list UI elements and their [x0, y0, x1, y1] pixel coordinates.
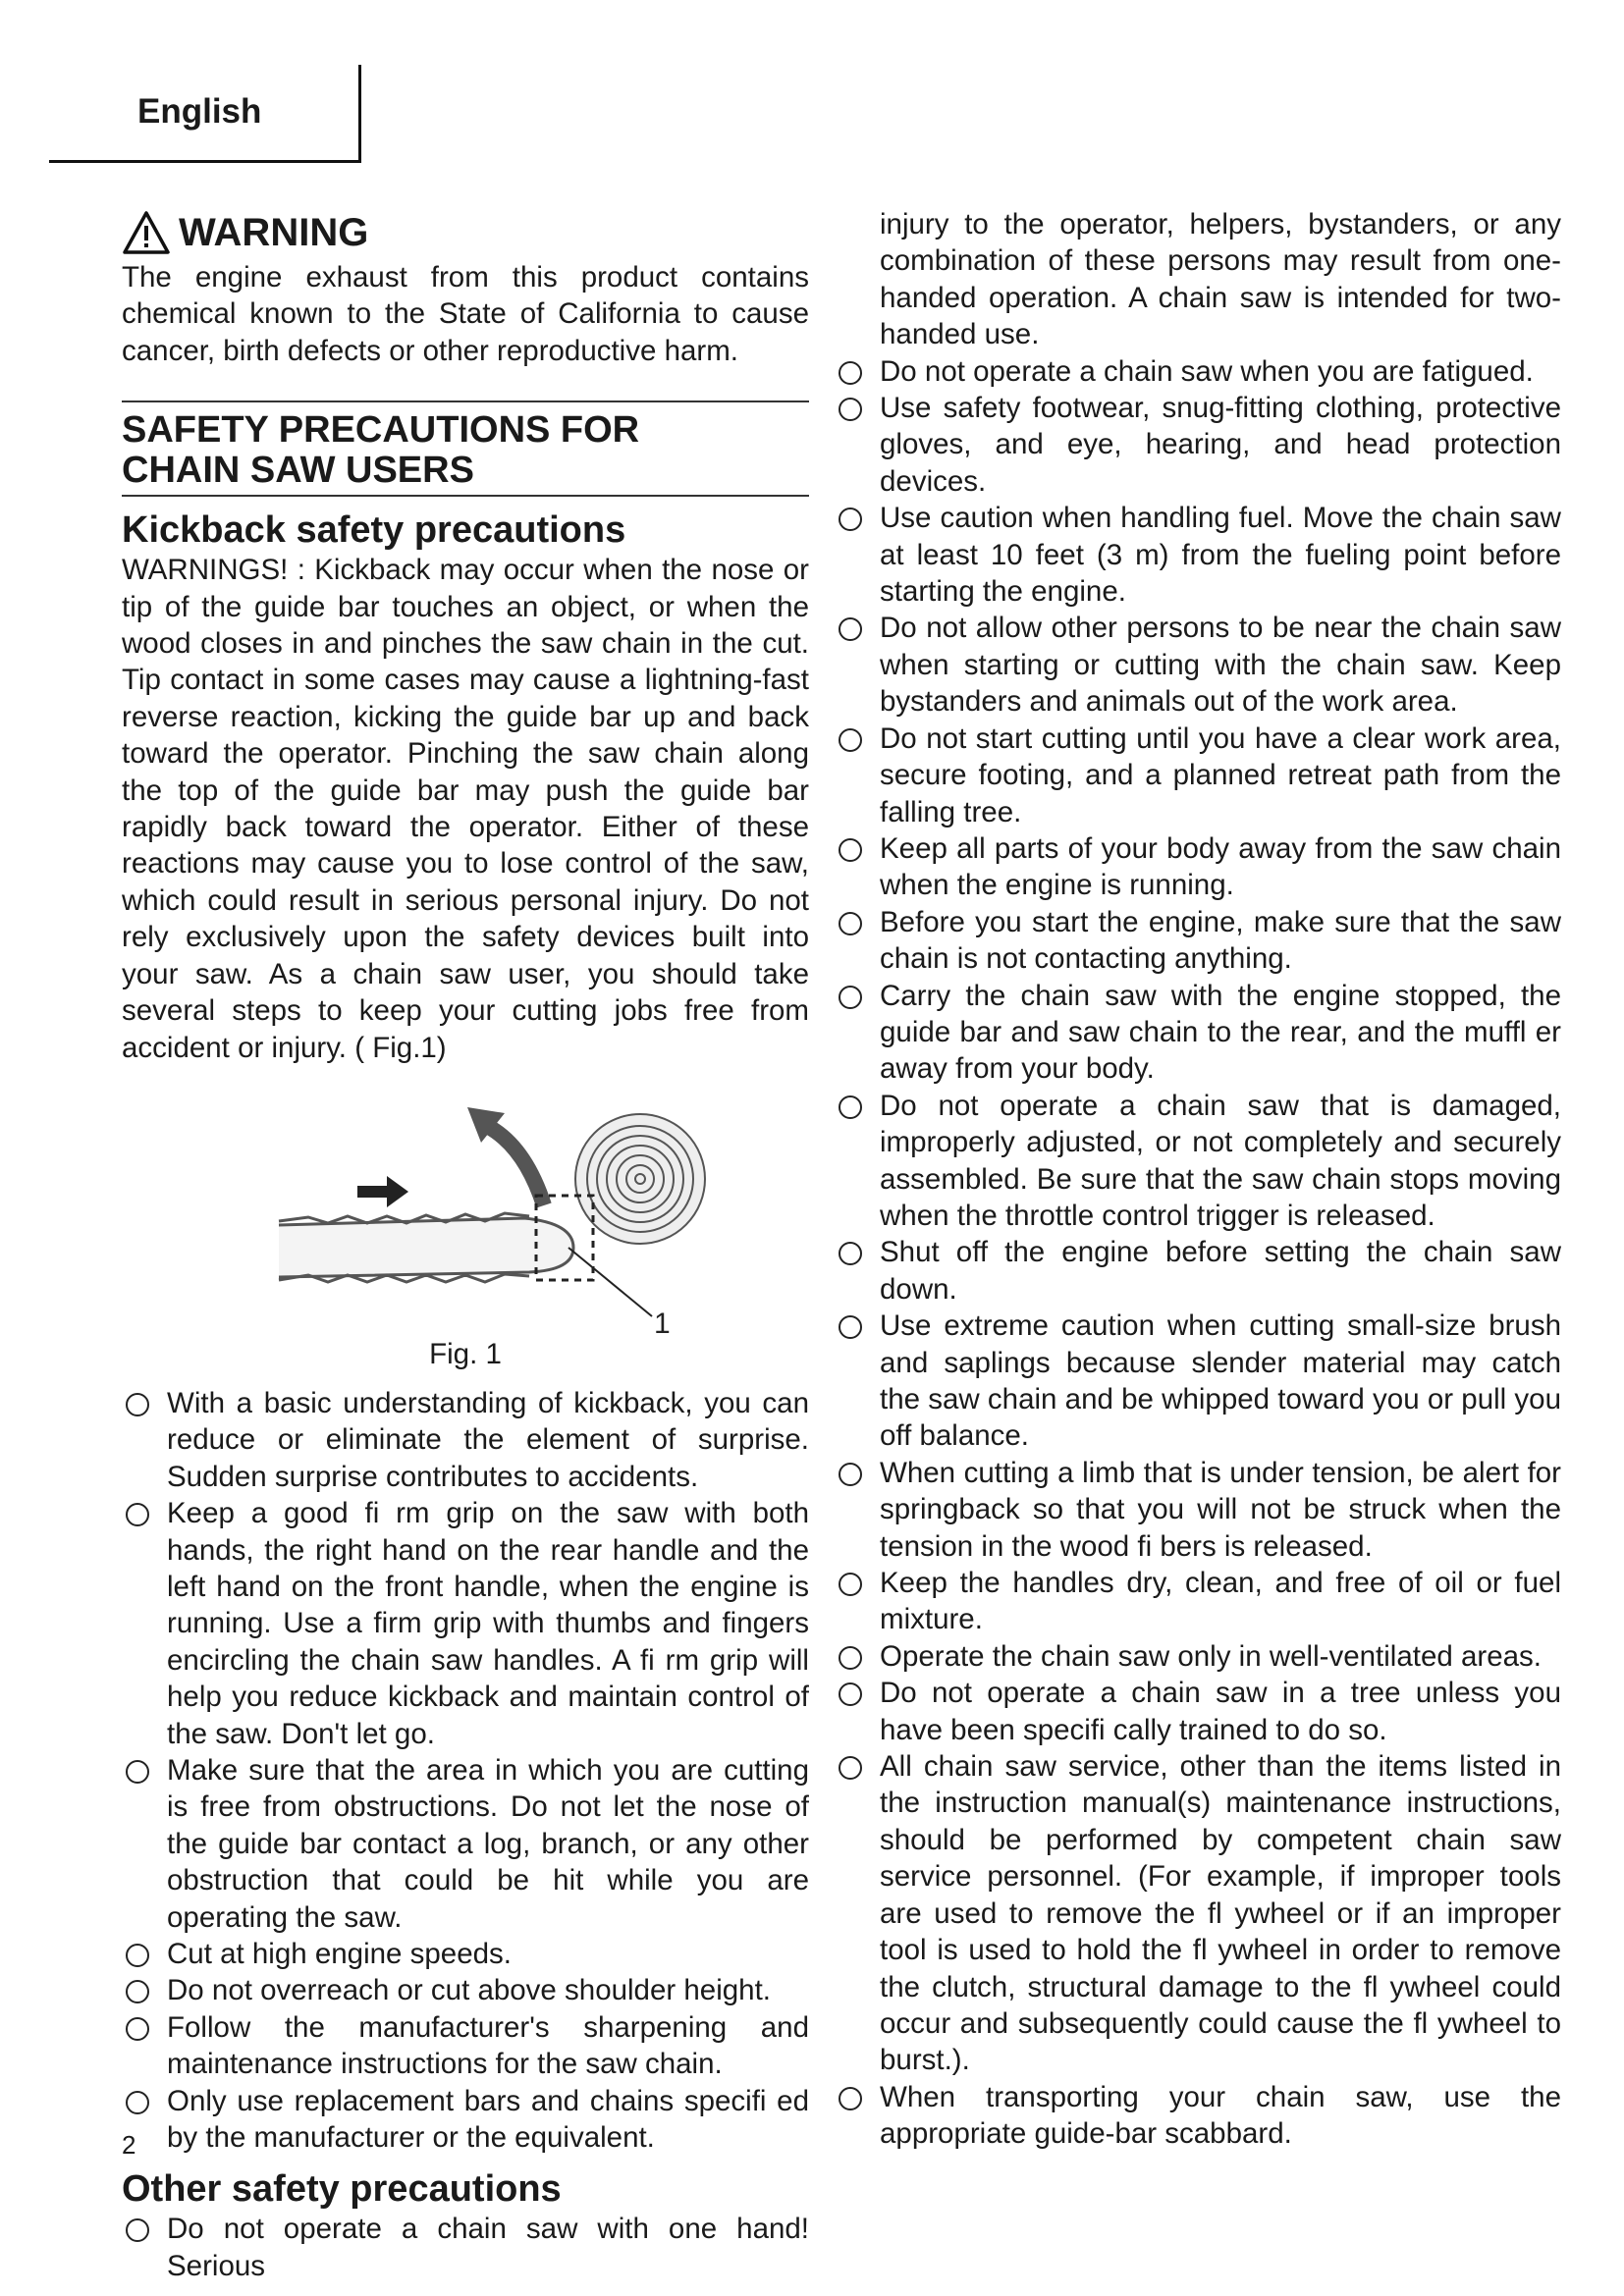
- list-item: Do not start cutting until you have a clear work area, secure footing, and a planned retreat path from the falling tree.: [835, 721, 1561, 830]
- bullet-circle-icon: [839, 2087, 862, 2110]
- bullet-circle-icon: [839, 986, 862, 1009]
- other-list: [835, 353, 1561, 2153]
- list-item: Keep all parts of your body away from the saw chain when the engine is running.: [835, 830, 1561, 904]
- bullet-circle-icon: [839, 1463, 862, 1486]
- bullet-circle-icon: [839, 507, 862, 531]
- list-item: Use safety footwear, snug-fitting clothing, protective gloves, and eye, hearing, and head protection devices.: [835, 390, 1561, 500]
- bullet-circle-icon: [839, 1646, 862, 1670]
- section-title: [122, 400, 809, 497]
- bullet-circle-icon: [126, 2218, 149, 2242]
- bullet-circle-icon: [839, 1242, 862, 1265]
- list-item: Do not allow other persons to be near the chain saw when starting or cutting with the chain saw. Keep bystanders and animals out of the work area.: [835, 610, 1561, 720]
- kickback-list: [122, 1385, 809, 2157]
- list-item: Do not operate a chain saw that is damaged, improperly adjusted, or not completely and securely assembled. Be sure that the saw chain stops moving when the throttle control trigger is released.: [835, 1088, 1561, 1235]
- warning-triangle-icon: [122, 210, 171, 255]
- list-item: Follow the manufacturer's sharpening and maintenance instructions for the saw chain.: [122, 2009, 809, 2083]
- right-column: [835, 206, 1561, 2153]
- kickback-arc: [485, 1125, 544, 1205]
- list-item: Do not operate a chain saw in a tree unless you have been specifi cally trained to do so.: [835, 1675, 1561, 1748]
- list-item: Only use replacement bars and chains specifi ed by the manufacturer or the equivalent.: [122, 2083, 809, 2157]
- figure-caption: Fig. 1: [429, 1337, 502, 1370]
- bullet-circle-icon: [839, 361, 862, 385]
- bullet-circle-icon: [839, 617, 862, 641]
- bullet-circle-icon: [839, 728, 862, 752]
- list-item: Carry the chain saw with the engine stopped, the guide bar and saw chain to the rear, and the muffl er away from your body.: [835, 978, 1561, 1088]
- bullet-circle-icon: [839, 1315, 862, 1339]
- figure-label: 1: [654, 1307, 671, 1340]
- list-item-continuation: injury to the operator, helpers, bystanders, or any combination of these persons may result from one-handed operation. A chain saw is intended for two-handed use.: [880, 208, 1561, 351]
- page-number: 2: [122, 2130, 136, 2160]
- bullet-circle-icon: [126, 1980, 149, 2003]
- log: [575, 1114, 705, 1244]
- list-item: Shut off the engine before setting the chain saw down.: [835, 1234, 1561, 1308]
- list-item: Operate the chain saw only in well-ventilated areas.: [835, 1638, 1561, 1675]
- list-item: Cut at high engine speeds.: [122, 1936, 809, 1972]
- kickback-intro: WARNINGS! : Kickback may occur when the nose or tip of the guide bar touches an object, or when the wood closes in and pinches the saw chain in the cut. Tip contact in some cases may cause a lightning-fast reverse reaction, kicking the guide bar up and back toward the operator. Pinching the saw chain along the top of the guide bar may push the guide bar rapidly back toward the operator. Either of these reactions may cause you to lose control of the saw, which could result in serious personal injury. Do not rely exclusively upon the safety devices built into your saw. As a chain saw user, you should take several steps to keep your cutting jobs free from accident or injury. ( Fig.1): [122, 554, 809, 1064]
- language-tab: [49, 65, 361, 163]
- list-item: Do not operate a chain saw with one hand! Serious: [122, 2211, 809, 2284]
- left-column: [122, 208, 809, 2284]
- list-item: Do not operate a chain saw when you are fatigued.: [835, 353, 1561, 390]
- bullet-circle-icon: [126, 2091, 149, 2114]
- kickback-heading: Kickback safety precautions: [122, 509, 626, 552]
- bullet-circle-icon: [839, 398, 862, 421]
- guide-bar: [279, 1218, 573, 1277]
- list-item: When cutting a limb that is under tension, be alert for springback so that you will not be struck when the tension in the wood fi bers is released.: [835, 1455, 1561, 1565]
- other-heading: Other safety precautions: [122, 2168, 562, 2211]
- list-item: Make sure that the area in which you are cutting is free from obstructions. Do not let the nose of the guide bar contact a log, branch, or any other obstruction that could be hit while you are operating the saw.: [122, 1752, 809, 1936]
- list-item: Use extreme caution when cutting small-size brush and saplings because slender material may catch the saw chain and be whipped toward you or pull you off balance.: [835, 1308, 1561, 1455]
- list-item: Keep a good fi rm grip on the saw with both hands, the right hand on the rear handle and the left hand on the front handle, when the engine is running. Use a firm grip with thumbs and fingers encircling the chain saw handles. A fi rm grip will help you reduce kickback and maintain control of the saw. Don't let go.: [122, 1495, 809, 1752]
- bullet-circle-icon: [839, 1756, 862, 1780]
- bullet-circle-icon: [126, 1944, 149, 1967]
- language-label: English: [137, 92, 262, 131]
- bullet-circle-icon: [839, 912, 862, 935]
- section-title-line1: SAFETY PRECAUTIONS FOR: [122, 409, 640, 452]
- label-leader: [568, 1248, 652, 1316]
- list-item: Do not overreach or cut above shoulder height.: [122, 1972, 809, 2008]
- warning-text: The engine exhaust from this product contains chemical known to the State of California to cause cancer, birth defects or other reproductive harm.: [122, 261, 809, 367]
- bullet-circle-icon: [126, 1393, 149, 1416]
- bullet-circle-icon: [126, 2017, 149, 2041]
- list-item: Keep the handles dry, clean, and free of oil or fuel mixture.: [835, 1565, 1561, 1638]
- warning-title: WARNING: [179, 210, 369, 254]
- list-item: When transporting your chain saw, use the appropriate guide-bar scabbard.: [835, 2079, 1561, 2153]
- bullet-circle-icon: [126, 1760, 149, 1784]
- other-list-start: [122, 2211, 809, 2284]
- bullet-circle-icon: [839, 1682, 862, 1706]
- list-item: Use caution when handling fuel. Move the chain saw at least 10 feet (3 m) from the fueling point before starting the engine.: [835, 500, 1561, 610]
- warning-heading: [122, 208, 809, 257]
- bullet-circle-icon: [839, 1573, 862, 1596]
- push-arrow: [357, 1176, 408, 1207]
- bullet-circle-icon: [839, 1095, 862, 1119]
- kickback-illustration: [249, 1086, 740, 1341]
- list-item: With a basic understanding of kickback, you can reduce or eliminate the element of surprise. Sudden surprise contributes to accidents.: [122, 1385, 809, 1495]
- list-item: All chain saw service, other than the items listed in the instruction manual(s) maintenance instructions, should be performed by competent chain saw service personnel. (For example, if improper tools are used to remove the fl ywheel or if an improper tool is used to hold the fl ywheel in order to remove the clutch, structural damage to the fl ywheel could occur and subsequently could cause the fl ywheel to burst.).: [835, 1748, 1561, 2079]
- section-title-line2: CHAIN SAW USERS: [122, 450, 474, 492]
- list-item: Before you start the engine, make sure that the saw chain is not contacting anything.: [835, 904, 1561, 978]
- bullet-circle-icon: [126, 1503, 149, 1526]
- bullet-circle-icon: [839, 838, 862, 862]
- figure-1: [122, 1086, 809, 1340]
